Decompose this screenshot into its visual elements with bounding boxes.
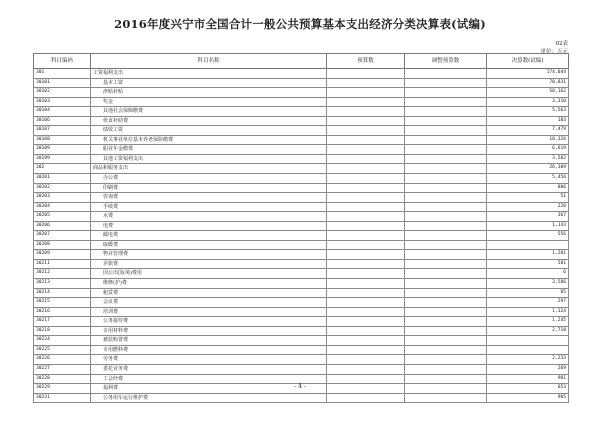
code-cell: 301 [34, 69, 91, 79]
adjusted-cell [405, 107, 487, 117]
name-cell [91, 393, 327, 403]
adjusted-cell [405, 154, 487, 164]
final-cell: 183 [487, 116, 569, 126]
form-number: 02表 [555, 41, 568, 47]
item-name: 劳务费 [103, 356, 119, 363]
adjusted-cell [405, 69, 487, 79]
budget-cell [327, 345, 405, 355]
item-name: 公务用车运行维护费 [103, 394, 149, 401]
code-cell: 30202 [34, 183, 91, 193]
code-cell: 30209 [34, 250, 91, 260]
budget-cell [327, 145, 405, 155]
budget-cell [327, 212, 405, 222]
code-cell: 30229 [34, 384, 91, 394]
budget-cell [327, 164, 405, 174]
adjusted-cell [405, 78, 487, 88]
code-cell: 30212 [34, 269, 91, 279]
code-cell: 302 [34, 164, 91, 174]
table-row [34, 326, 569, 336]
item-name: 基本工资 [103, 79, 124, 86]
final-cell: 174,044 [487, 69, 569, 79]
final-cell: 220 [487, 202, 569, 212]
final-cell: 901 [487, 374, 569, 384]
budget-cell [327, 326, 405, 336]
code-cell: 30102 [34, 88, 91, 98]
final-cell: 1,324 [487, 307, 569, 317]
item-name: 机关事业单位基本养老保险缴费 [103, 136, 174, 143]
name-cell [91, 154, 327, 164]
adjusted-cell [405, 145, 487, 155]
budget-cell [327, 116, 405, 126]
table-row [34, 250, 569, 260]
final-cell: 2,718 [487, 326, 569, 336]
name-cell [91, 135, 327, 145]
code-cell: 30104 [34, 107, 91, 117]
adjusted-cell [405, 231, 487, 241]
name-cell [91, 279, 327, 289]
code-cell: 30206 [34, 221, 91, 231]
final-cell: 51 [487, 193, 569, 203]
table-row [34, 183, 569, 193]
adjusted-cell [405, 364, 487, 374]
adjusted-cell [405, 336, 487, 346]
name-cell [91, 288, 327, 298]
code-cell: 30217 [34, 317, 91, 327]
column-header-adjusted: 调整预算数 [405, 54, 487, 69]
code-cell: 30199 [34, 154, 91, 164]
table-row [34, 202, 569, 212]
name-cell [91, 355, 327, 365]
adjusted-cell [405, 183, 487, 193]
item-name: 委托业务费 [103, 365, 129, 372]
table-row [34, 336, 569, 346]
final-cell: 556 [487, 231, 569, 241]
item-name: 电费 [103, 222, 114, 229]
budget-cell [327, 154, 405, 164]
final-cell: 269 [487, 364, 569, 374]
item-name: 绩效工资 [103, 127, 124, 134]
adjusted-cell [405, 393, 487, 403]
code-cell: 30107 [34, 126, 91, 136]
adjusted-cell [405, 212, 487, 222]
table-row [34, 307, 569, 317]
name-cell [91, 78, 327, 88]
item-name: 取暖费 [103, 241, 119, 248]
name-cell [91, 250, 327, 260]
budget-cell [327, 69, 405, 79]
item-name: 培训费 [103, 308, 119, 315]
item-name: 咨询费 [103, 194, 119, 201]
final-cell: 3,310 [487, 97, 569, 107]
budget-cell [327, 317, 405, 327]
adjusted-cell [405, 240, 487, 250]
final-cell: 1,245 [487, 317, 569, 327]
table-row [34, 298, 569, 308]
code-cell: 30215 [34, 298, 91, 308]
budget-cell [327, 250, 405, 260]
name-cell [91, 345, 327, 355]
table-row [34, 355, 569, 365]
item-name: 其他社会保障缴费 [103, 108, 144, 115]
final-cell [487, 345, 569, 355]
table-header-row [34, 54, 569, 69]
budget-cell [327, 279, 405, 289]
item-name: 其他工资福利支出 [103, 155, 144, 162]
final-cell [487, 240, 569, 250]
item-name: 印刷费 [103, 184, 119, 191]
code-cell: 30103 [34, 97, 91, 107]
budget-cell [327, 174, 405, 184]
final-cell: 26,309 [487, 164, 569, 174]
code-cell: 30226 [34, 355, 91, 365]
name-cell [91, 193, 327, 203]
code-cell: 30228 [34, 374, 91, 384]
code-cell: 30108 [34, 135, 91, 145]
table-row [34, 317, 569, 327]
table-row [34, 145, 569, 155]
code-cell: 30214 [34, 288, 91, 298]
table-row [34, 174, 569, 184]
budget-cell [327, 78, 405, 88]
final-cell: 1,201 [487, 250, 569, 260]
budget-cell [327, 202, 405, 212]
adjusted-cell [405, 355, 487, 365]
item-name: 水费 [103, 213, 114, 220]
adjusted-cell [405, 288, 487, 298]
budget-cell [327, 88, 405, 98]
final-cell: 70,831 [487, 78, 569, 88]
column-header-budget: 预算数 [327, 54, 405, 69]
budget-cell [327, 240, 405, 250]
final-cell: 806 [487, 183, 569, 193]
name-cell [91, 107, 327, 117]
item-name: 职业年金缴费 [103, 146, 134, 153]
item-name: 差旅费 [103, 260, 119, 267]
table-row [34, 269, 569, 279]
final-cell: 7,479 [487, 126, 569, 136]
name-cell [91, 259, 327, 269]
adjusted-cell [405, 250, 487, 260]
name-cell [91, 298, 327, 308]
name-cell [91, 212, 327, 222]
table-row [34, 393, 569, 403]
budget-cell [327, 298, 405, 308]
item-name: 手续费 [103, 203, 119, 210]
adjusted-cell [405, 126, 487, 136]
final-cell: 581 [487, 259, 569, 269]
item-name: 专用燃料费 [103, 346, 129, 353]
adjusted-cell [405, 269, 487, 279]
code-cell: 30201 [34, 174, 91, 184]
name-cell [91, 307, 327, 317]
final-cell: 6 [487, 269, 569, 279]
item-name: 工资福利支出 [93, 70, 124, 76]
budget-cell [327, 126, 405, 136]
name-cell [91, 174, 327, 184]
final-cell [487, 336, 569, 346]
table-row [34, 69, 569, 79]
adjusted-cell [405, 259, 487, 269]
item-name: 工会经费 [103, 375, 124, 382]
table-row [34, 126, 569, 136]
final-cell: 367 [487, 212, 569, 222]
column-header-code: 科目编码 [34, 54, 91, 69]
code-cell: 30231 [34, 393, 91, 403]
adjusted-cell [405, 88, 487, 98]
final-cell: 2,233 [487, 355, 569, 365]
table-row [34, 164, 569, 174]
item-name: 物业管理费 [103, 251, 129, 258]
table-row [34, 231, 569, 241]
budget-cell [327, 307, 405, 317]
final-cell: 3,582 [487, 154, 569, 164]
adjusted-cell [405, 221, 487, 231]
item-name: 被装购置费 [103, 337, 129, 344]
column-header-final: 决算数(试编) [487, 54, 569, 69]
name-cell [91, 336, 327, 346]
code-cell: 30218 [34, 326, 91, 336]
table-body [34, 69, 569, 403]
budget-cell [327, 97, 405, 107]
budget-cell [327, 355, 405, 365]
table-row [34, 240, 569, 250]
adjusted-cell [405, 326, 487, 336]
budget-cell [327, 288, 405, 298]
table-row [34, 97, 569, 107]
budget-cell [327, 393, 405, 403]
name-cell [91, 145, 327, 155]
code-cell: 30207 [34, 231, 91, 241]
item-name: 奖金 [103, 98, 114, 105]
table-row [34, 212, 569, 222]
table-row [34, 364, 569, 374]
budget-cell [327, 364, 405, 374]
budget-cell [327, 107, 405, 117]
final-cell: 58,162 [487, 88, 569, 98]
adjusted-cell [405, 307, 487, 317]
budget-cell [327, 221, 405, 231]
budget-cell [327, 231, 405, 241]
name-cell [91, 240, 327, 250]
name-cell [91, 317, 327, 327]
budget-cell [327, 193, 405, 203]
table-row [34, 193, 569, 203]
adjusted-cell [405, 298, 487, 308]
table-row [34, 78, 569, 88]
table-row [34, 259, 569, 269]
code-cell: 30225 [34, 345, 91, 355]
name-cell [91, 69, 327, 79]
final-cell: 18,326 [487, 135, 569, 145]
final-cell: 5,456 [487, 174, 569, 184]
table-row [34, 135, 569, 145]
final-cell: 1,143 [487, 221, 569, 231]
expenditure-table [33, 53, 569, 403]
adjusted-cell [405, 193, 487, 203]
code-cell: 30208 [34, 240, 91, 250]
final-cell: 905 [487, 393, 569, 403]
adjusted-cell [405, 135, 487, 145]
unit-label: 单位：万元 [540, 49, 568, 55]
adjusted-cell [405, 202, 487, 212]
item-name: 津贴补贴 [103, 89, 124, 96]
table-row [34, 107, 569, 117]
final-cell: 3,586 [487, 279, 569, 289]
code-cell: 30213 [34, 279, 91, 289]
code-cell: 30227 [34, 364, 91, 374]
table-row [34, 279, 569, 289]
budget-cell [327, 269, 405, 279]
name-cell [91, 326, 327, 336]
item-name: 邮电费 [103, 232, 119, 239]
item-name: 维修(护)费 [103, 280, 127, 287]
final-cell: 297 [487, 298, 569, 308]
final-cell: 85 [487, 288, 569, 298]
code-cell: 30109 [34, 145, 91, 155]
column-header-name: 科目名称 [91, 54, 327, 69]
name-cell [91, 126, 327, 136]
table-row [34, 88, 569, 98]
name-cell [91, 116, 327, 126]
code-cell: 30224 [34, 336, 91, 346]
name-cell [91, 364, 327, 374]
code-cell: 30106 [34, 116, 91, 126]
final-cell: 653 [487, 384, 569, 394]
item-name: 专用材料费 [103, 327, 129, 334]
table-row [34, 221, 569, 231]
name-cell [91, 164, 327, 174]
adjusted-cell [405, 317, 487, 327]
name-cell [91, 231, 327, 241]
item-name: 会议费 [103, 299, 119, 306]
name-cell [91, 221, 327, 231]
page-title: 2016年度兴宁市全国合计一般公共预算基本支出经济分类决算表(试编) [114, 17, 486, 31]
table-row [34, 288, 569, 298]
adjusted-cell [405, 345, 487, 355]
name-cell [91, 183, 327, 193]
item-name: 福利费 [103, 385, 119, 392]
name-cell [91, 202, 327, 212]
item-name: 租赁费 [103, 289, 119, 296]
code-cell: 30205 [34, 212, 91, 222]
adjusted-cell [405, 279, 487, 289]
budget-cell [327, 259, 405, 269]
table-row [34, 154, 569, 164]
item-name: 公务接待费 [103, 318, 129, 325]
adjusted-cell [405, 174, 487, 184]
name-cell [91, 97, 327, 107]
item-name: 办公费 [103, 175, 119, 182]
code-cell: 30101 [34, 78, 91, 88]
code-cell: 30211 [34, 259, 91, 269]
item-name: 因公出国(境)费用 [103, 270, 142, 277]
adjusted-cell [405, 116, 487, 126]
adjusted-cell [405, 164, 487, 174]
code-cell: 30204 [34, 202, 91, 212]
page-number: - 4 - [294, 383, 306, 390]
name-cell [91, 269, 327, 279]
budget-cell [327, 183, 405, 193]
final-cell: 6,619 [487, 145, 569, 155]
item-name: 伙食补助费 [103, 117, 129, 124]
adjusted-cell [405, 97, 487, 107]
code-cell: 30203 [34, 193, 91, 203]
table-row [34, 116, 569, 126]
budget-cell [327, 336, 405, 346]
name-cell [91, 88, 327, 98]
final-cell: 5,563 [487, 107, 569, 117]
code-cell: 30216 [34, 307, 91, 317]
item-name: 商品和服务支出 [93, 165, 129, 172]
budget-cell [327, 135, 405, 145]
table-row [34, 345, 569, 355]
